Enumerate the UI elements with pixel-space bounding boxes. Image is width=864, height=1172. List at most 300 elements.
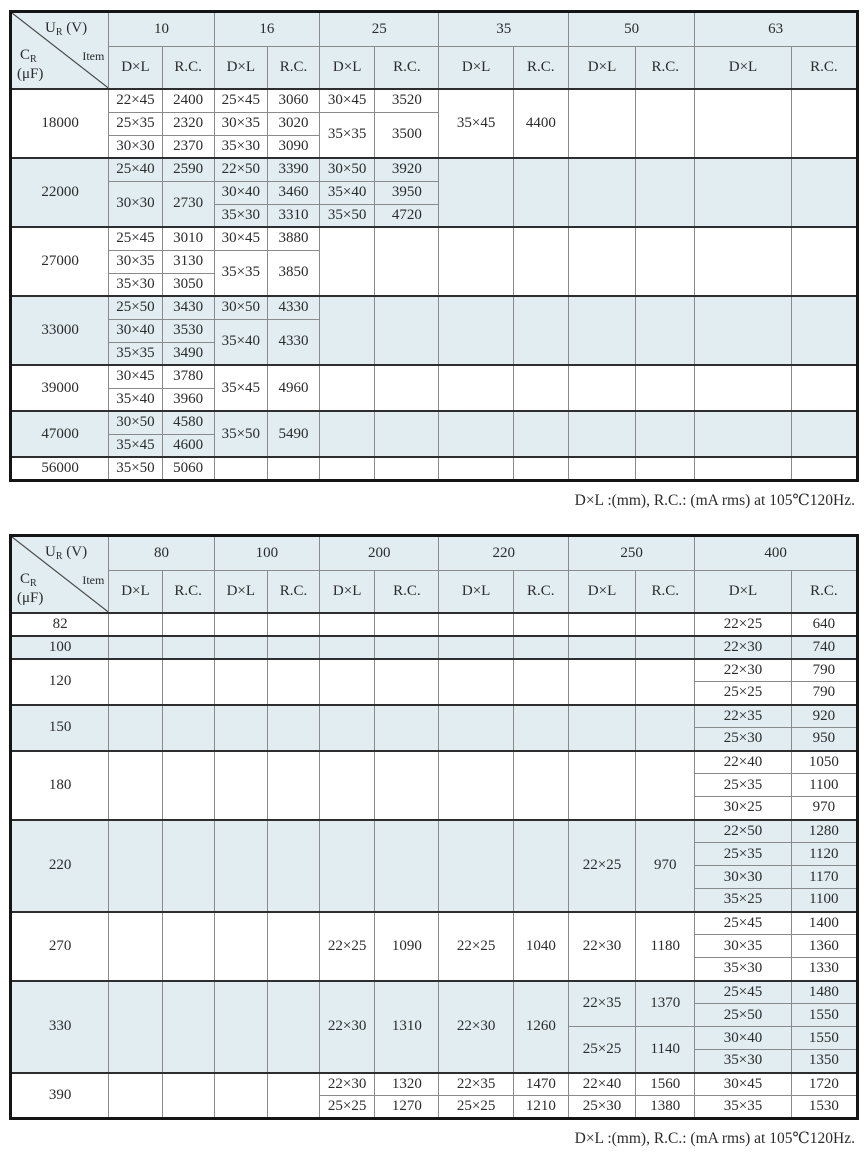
corner-item-label: Item (82, 572, 105, 587)
corner-cell (11, 535, 109, 613)
dxl-cell: 25×30 (695, 728, 791, 751)
empty-cell (568, 457, 635, 480)
rc-cell: 4330 (267, 319, 319, 365)
empty-cell (214, 636, 267, 659)
ripple-current-table-high-voltage (9, 534, 859, 1121)
empty-cell (636, 411, 695, 457)
empty-cell (320, 820, 375, 912)
cap-label: 220 (11, 820, 109, 912)
dxl-cell: 30×25 (695, 797, 791, 820)
dxl-cell: 22×35 (568, 981, 635, 1027)
empty-cell (513, 613, 568, 636)
empty-cell (791, 296, 857, 365)
empty-cell (695, 158, 791, 227)
empty-cell (439, 457, 513, 480)
corner-row-axis-unit: (μF) (17, 589, 44, 606)
empty-cell (791, 457, 857, 480)
empty-cell (513, 820, 568, 912)
rc-cell: 1280 (791, 820, 857, 843)
rc-cell: 1360 (791, 935, 857, 958)
empty-cell (439, 158, 513, 227)
empty-cell (375, 457, 439, 480)
empty-cell (320, 636, 375, 659)
dxl-cell: 35×45 (109, 434, 162, 457)
corner-cell (11, 12, 109, 90)
empty-cell (636, 613, 695, 636)
empty-cell (109, 659, 162, 705)
dxl-cell: 30×35 (695, 935, 791, 958)
rc-cell: 2370 (162, 135, 214, 158)
voltage-header: 35 (439, 12, 568, 47)
dxl-cell: 25×50 (109, 296, 162, 319)
rc-cell: 4330 (267, 296, 319, 319)
subheader-dxl: D×L (695, 570, 791, 613)
empty-cell (320, 296, 375, 365)
empty-cell (568, 411, 635, 457)
rc-cell: 3390 (267, 158, 319, 181)
dxl-cell: 35×30 (109, 273, 162, 296)
dxl-cell: 30×30 (109, 181, 162, 227)
subheader-dxl: D×L (109, 570, 162, 613)
empty-cell (109, 636, 162, 659)
subheader-dxl: D×L (214, 570, 267, 613)
voltage-header: 80 (109, 535, 214, 570)
empty-cell (513, 227, 568, 296)
dxl-cell: 25×25 (439, 1096, 513, 1119)
empty-cell (513, 411, 568, 457)
rc-cell: 3520 (375, 89, 439, 112)
rc-cell: 1550 (791, 1004, 857, 1027)
subheader-rc: R.C. (636, 47, 695, 90)
subheader-dxl: D×L (109, 47, 162, 90)
rc-cell: 3010 (162, 227, 214, 250)
rc-cell: 1480 (791, 981, 857, 1004)
empty-cell (267, 912, 319, 981)
voltage-header: 220 (439, 535, 568, 570)
empty-cell (267, 613, 319, 636)
corner-row-axis-unit: (μF) (17, 66, 44, 82)
dxl-cell: 22×45 (109, 89, 162, 112)
dxl-cell: 25×30 (568, 1096, 635, 1119)
empty-cell (320, 227, 375, 296)
subheader-dxl: D×L (439, 47, 513, 90)
empty-cell (214, 613, 267, 636)
empty-cell (636, 365, 695, 411)
dxl-cell: 25×45 (695, 912, 791, 935)
rc-cell: 3780 (162, 365, 214, 388)
rc-cell: 920 (791, 705, 857, 728)
empty-cell (109, 705, 162, 751)
empty-cell (568, 365, 635, 411)
corner-col-axis-symbol: U (45, 543, 56, 560)
rc-cell: 1330 (791, 958, 857, 981)
empty-cell (439, 613, 513, 636)
empty-cell (162, 705, 214, 751)
subheader-dxl: D×L (439, 570, 513, 613)
cap-label: 120 (11, 659, 109, 705)
empty-cell (375, 751, 439, 820)
dxl-cell: 22×30 (439, 981, 513, 1073)
rc-cell: 1470 (513, 1073, 568, 1096)
dxl-cell: 22×30 (695, 659, 791, 682)
empty-cell (439, 636, 513, 659)
empty-cell (513, 659, 568, 705)
dxl-cell: 22×50 (214, 158, 267, 181)
empty-cell (375, 705, 439, 751)
rc-cell: 1210 (513, 1096, 568, 1119)
cap-label: 56000 (11, 457, 109, 480)
dxl-cell: 35×45 (214, 365, 267, 411)
empty-cell (320, 659, 375, 705)
cap-label: 47000 (11, 411, 109, 457)
rc-cell: 1180 (636, 912, 695, 981)
empty-cell (375, 365, 439, 411)
empty-cell (109, 981, 162, 1073)
corner-row-axis-label (20, 48, 37, 65)
empty-cell (214, 659, 267, 705)
rc-cell: 3960 (162, 388, 214, 411)
empty-cell (109, 912, 162, 981)
empty-cell (162, 912, 214, 981)
rc-cell: 5490 (267, 411, 319, 457)
empty-cell (375, 227, 439, 296)
empty-cell (267, 705, 319, 751)
dxl-cell: 30×50 (109, 411, 162, 434)
empty-cell (568, 227, 635, 296)
dxl-cell: 35×50 (109, 457, 162, 480)
empty-cell (568, 751, 635, 820)
empty-cell (568, 659, 635, 705)
rc-cell: 1370 (636, 981, 695, 1027)
corner-row-axis-symbol: C (20, 570, 31, 587)
dxl-cell: 25×25 (695, 682, 791, 705)
rc-cell: 4960 (267, 365, 319, 411)
empty-cell (636, 457, 695, 480)
empty-cell (320, 365, 375, 411)
dxl-cell: 35×35 (320, 112, 375, 158)
dxl-cell: 30×40 (214, 181, 267, 204)
subheader-dxl: D×L (320, 47, 375, 90)
empty-cell (375, 659, 439, 705)
voltage-header: 200 (320, 535, 439, 570)
rc-cell: 3950 (375, 181, 439, 204)
voltage-header: 250 (568, 535, 694, 570)
empty-cell (568, 613, 635, 636)
empty-cell (162, 820, 214, 912)
dxl-cell: 30×45 (109, 365, 162, 388)
dxl-cell: 22×30 (320, 1073, 375, 1096)
subheader-rc: R.C. (791, 47, 857, 90)
empty-cell (636, 636, 695, 659)
subheader-rc: R.C. (375, 47, 439, 90)
empty-cell (320, 705, 375, 751)
dxl-cell: 35×40 (214, 319, 267, 365)
cap-label: 270 (11, 912, 109, 981)
empty-cell (162, 1073, 214, 1119)
rc-cell: 2400 (162, 89, 214, 112)
corner-row-axis-symbol: C (20, 47, 31, 63)
rc-cell: 790 (791, 659, 857, 682)
dxl-cell: 35×35 (214, 250, 267, 296)
empty-cell (214, 1073, 267, 1119)
dxl-cell: 22×35 (695, 705, 791, 728)
voltage-header: 25 (320, 12, 439, 47)
cap-label: 39000 (11, 365, 109, 411)
empty-cell (267, 457, 319, 480)
subheader-dxl: D×L (214, 47, 267, 90)
dxl-cell: 25×50 (695, 1004, 791, 1027)
subheader-dxl: D×L (568, 47, 635, 90)
subheader-rc: R.C. (791, 570, 857, 613)
empty-cell (439, 296, 513, 365)
subheader-rc: R.C. (267, 570, 319, 613)
subheader-rc: R.C. (162, 47, 214, 90)
dxl-cell: 35×30 (214, 135, 267, 158)
dxl-cell: 35×30 (695, 958, 791, 981)
empty-cell (375, 820, 439, 912)
empty-cell (267, 636, 319, 659)
empty-cell (636, 89, 695, 158)
rc-cell: 1320 (375, 1073, 439, 1096)
empty-cell (214, 705, 267, 751)
footnote-high-voltage: D×L :(mm), R.C.: (mA rms) at 105℃120Hz. (574, 1130, 855, 1147)
empty-cell (636, 705, 695, 751)
rc-cell: 1100 (791, 774, 857, 797)
dxl-cell: 30×40 (695, 1027, 791, 1050)
dxl-cell: 35×50 (320, 204, 375, 227)
empty-cell (636, 659, 695, 705)
dxl-cell: 30×45 (214, 227, 267, 250)
rc-cell: 790 (791, 682, 857, 705)
empty-cell (513, 365, 568, 411)
empty-cell (568, 89, 635, 158)
empty-cell (695, 365, 791, 411)
empty-cell (214, 457, 267, 480)
empty-cell (109, 1073, 162, 1119)
rc-cell: 3920 (375, 158, 439, 181)
dxl-cell: 25×35 (695, 843, 791, 866)
rc-cell: 740 (791, 636, 857, 659)
empty-cell (568, 158, 635, 227)
subheader-rc: R.C. (267, 47, 319, 90)
empty-cell (568, 705, 635, 751)
empty-cell (214, 981, 267, 1073)
dxl-cell: 22×40 (695, 751, 791, 774)
rc-cell: 3880 (267, 227, 319, 250)
empty-cell (513, 296, 568, 365)
corner-col-axis-symbol: U (45, 20, 56, 36)
dxl-cell: 30×30 (109, 135, 162, 158)
rc-cell: 1400 (791, 912, 857, 935)
subheader-rc: R.C. (636, 570, 695, 613)
empty-cell (695, 457, 791, 480)
dxl-cell: 22×25 (568, 820, 635, 912)
rc-cell: 5060 (162, 457, 214, 480)
empty-cell (214, 751, 267, 820)
rc-cell: 4580 (162, 411, 214, 434)
dxl-cell: 25×35 (109, 112, 162, 135)
dxl-cell: 30×35 (214, 112, 267, 135)
empty-cell (109, 751, 162, 820)
voltage-header: 100 (214, 535, 319, 570)
empty-cell (439, 365, 513, 411)
cap-label: 150 (11, 705, 109, 751)
empty-cell (439, 411, 513, 457)
rc-cell: 3490 (162, 342, 214, 365)
empty-cell (439, 751, 513, 820)
empty-cell (162, 636, 214, 659)
dxl-cell: 25×45 (695, 981, 791, 1004)
rc-cell: 3020 (267, 112, 319, 135)
corner-col-axis-unit: (V) (62, 543, 88, 560)
dxl-cell: 35×50 (214, 411, 267, 457)
empty-cell (320, 411, 375, 457)
rc-cell: 3430 (162, 296, 214, 319)
empty-cell (162, 613, 214, 636)
voltage-header: 16 (214, 12, 319, 47)
empty-cell (513, 636, 568, 659)
rc-cell: 1720 (791, 1073, 857, 1096)
dxl-cell: 35×40 (109, 388, 162, 411)
empty-cell (636, 296, 695, 365)
empty-cell (695, 227, 791, 296)
dxl-cell: 25×45 (109, 227, 162, 250)
empty-cell (162, 659, 214, 705)
subheader-rc: R.C. (162, 570, 214, 613)
dxl-cell: 25×35 (695, 774, 791, 797)
dxl-cell: 22×25 (320, 912, 375, 981)
empty-cell (267, 1073, 319, 1119)
rc-cell: 2590 (162, 158, 214, 181)
dxl-cell: 35×25 (695, 889, 791, 912)
empty-cell (439, 659, 513, 705)
rc-cell: 1270 (375, 1096, 439, 1119)
corner-col-axis-subscript: R (55, 550, 63, 562)
dxl-cell: 30×50 (320, 158, 375, 181)
empty-cell (214, 912, 267, 981)
rc-cell: 3130 (162, 250, 214, 273)
dxl-cell: 30×45 (695, 1073, 791, 1096)
empty-cell (214, 820, 267, 912)
empty-cell (636, 158, 695, 227)
empty-cell (439, 705, 513, 751)
corner-item-label: Item (82, 49, 105, 63)
subheader-rc: R.C. (375, 570, 439, 613)
dxl-cell: 25×25 (320, 1096, 375, 1119)
empty-cell (109, 613, 162, 636)
dxl-cell: 35×30 (214, 204, 267, 227)
corner-row-axis-subscript: R (30, 54, 37, 65)
dxl-cell: 30×45 (320, 89, 375, 112)
voltage-header: 63 (695, 12, 858, 47)
dxl-cell: 35×35 (695, 1096, 791, 1119)
dxl-cell: 22×30 (695, 636, 791, 659)
rc-cell: 4600 (162, 434, 214, 457)
empty-cell (439, 820, 513, 912)
empty-cell (162, 981, 214, 1073)
empty-cell (267, 981, 319, 1073)
cap-label: 330 (11, 981, 109, 1073)
corner-col-axis-label (45, 545, 87, 562)
rc-cell: 3090 (267, 135, 319, 158)
empty-cell (568, 636, 635, 659)
rc-cell: 1380 (636, 1096, 695, 1119)
empty-cell (439, 227, 513, 296)
dxl-cell: 22×40 (568, 1073, 635, 1096)
empty-cell (791, 89, 857, 158)
rc-cell: 1100 (791, 889, 857, 912)
empty-cell (695, 296, 791, 365)
empty-cell (513, 705, 568, 751)
corner-col-axis-label (45, 21, 87, 38)
empty-cell (320, 457, 375, 480)
subheader-dxl: D×L (568, 570, 635, 613)
subheader-rc: R.C. (513, 570, 568, 613)
dxl-cell: 22×25 (439, 912, 513, 981)
rc-cell: 3050 (162, 273, 214, 296)
empty-cell (320, 751, 375, 820)
rc-cell: 1170 (791, 866, 857, 889)
empty-cell (375, 411, 439, 457)
dxl-cell: 35×45 (439, 89, 513, 158)
empty-cell (513, 751, 568, 820)
empty-cell (267, 659, 319, 705)
dxl-cell: 35×35 (109, 342, 162, 365)
empty-cell (513, 158, 568, 227)
subheader-dxl: D×L (695, 47, 791, 90)
rc-cell: 2730 (162, 181, 214, 227)
cap-label: 27000 (11, 227, 109, 296)
rc-cell: 4720 (375, 204, 439, 227)
ripple-current-table-low-voltage (9, 10, 859, 482)
rc-cell: 970 (636, 820, 695, 912)
footnote-low-voltage: D×L :(mm), R.C.: (mA rms) at 105℃120Hz. (574, 491, 855, 509)
empty-cell (267, 820, 319, 912)
empty-cell (162, 751, 214, 820)
rc-cell: 970 (791, 797, 857, 820)
empty-cell (513, 457, 568, 480)
dxl-cell: 30×35 (109, 250, 162, 273)
empty-cell (109, 820, 162, 912)
empty-cell (375, 613, 439, 636)
empty-cell (568, 296, 635, 365)
corner-row-axis-label (20, 572, 37, 589)
dxl-cell: 25×25 (568, 1027, 635, 1073)
dxl-cell: 30×30 (695, 866, 791, 889)
rc-cell: 1560 (636, 1073, 695, 1096)
corner-row-axis-subscript: R (30, 577, 37, 589)
cap-label: 390 (11, 1073, 109, 1119)
cap-label: 33000 (11, 296, 109, 365)
cap-label: 82 (11, 613, 109, 636)
rc-cell: 1040 (513, 912, 568, 981)
empty-cell (791, 158, 857, 227)
empty-cell (791, 227, 857, 296)
empty-cell (636, 751, 695, 820)
rc-cell: 3310 (267, 204, 319, 227)
rc-cell: 4400 (513, 89, 568, 158)
rc-cell: 1350 (791, 1050, 857, 1073)
dxl-cell: 25×45 (214, 89, 267, 112)
dxl-cell: 35×30 (695, 1050, 791, 1073)
rc-cell: 1120 (791, 843, 857, 866)
rc-cell: 1550 (791, 1027, 857, 1050)
empty-cell (791, 365, 857, 411)
rc-cell: 1050 (791, 751, 857, 774)
dxl-cell: 35×40 (320, 181, 375, 204)
rc-cell: 3530 (162, 319, 214, 342)
corner-col-axis-unit: (V) (62, 20, 88, 36)
